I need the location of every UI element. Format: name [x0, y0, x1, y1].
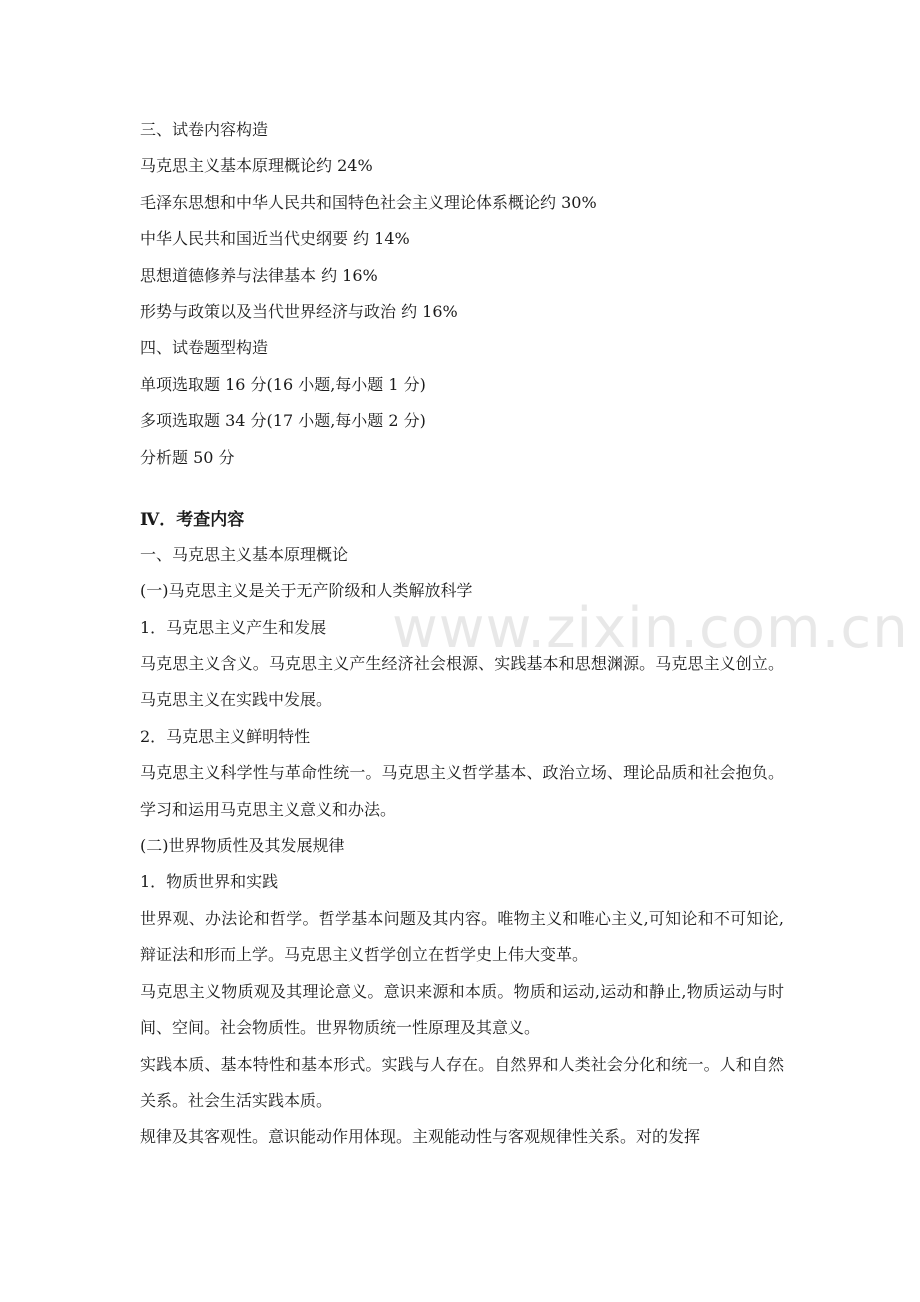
topic-3-paragraph-1: 世界观、办法论和哲学。哲学基本问题及其内容。唯物主义和唯心主义,可知论和不可知论,辩证法和形而上学。马克思主义哲学创立在哲学史上伟大变革。 [140, 908, 784, 965]
topic-2-paragraph: 马克思主义科学性与革命性统一。马克思主义哲学基本、政治立场、理论品质和社会抱负。学习和运用马克思主义意义和办法。 [140, 763, 784, 819]
subsection-1a-title: (一)马克思主义是关于无产阶级和人类解放科学 [140, 581, 473, 601]
content-item-5: 形势与政策以及当代世界经济与政治 约 16% [140, 301, 458, 321]
content-item-1: 马克思主义基本原理概论约 24% [140, 156, 373, 176]
part-4-heading: Ⅳ．考查内容 [140, 509, 245, 530]
topic-3-paragraph-3: 实践本质、基本特性和基本形式。实践与人存在。自然界和人类社会分化和统一。人和自然关系。社会生活实践本质。 [140, 1054, 784, 1110]
content-item-3: 中华人民共和国近当代史纲要 约 14% [140, 229, 410, 249]
topic-1-title: 1．马克思主义产生和发展 [140, 617, 327, 637]
content-item-2: 毛泽东思想和中华人民共和国特色社会主义理论体系概论约 30% [140, 192, 597, 212]
document-body [140, 112, 784, 1156]
section-3-title: 三、试卷内容构造 [140, 120, 269, 139]
spacer [140, 476, 784, 503]
topic-2-title: 2．马克思主义鲜明特性 [140, 726, 311, 746]
question-type-1: 单项选取题 16 分(16 小题,每小题 1 分) [140, 374, 426, 394]
content-item-4: 思想道德修养与法律基本 约 16% [140, 265, 378, 285]
topic-3-title: 1．物质世界和实践 [140, 872, 279, 892]
question-type-2: 多项选取题 34 分(17 小题,每小题 2 分) [140, 411, 426, 431]
topic-3-paragraph-2: 马克思主义物质观及其理论意义。意识来源和本质。物质和运动,运动和静止,物质运动与时间、空间。社会物质性。世界物质统一性原理及其意义。 [140, 981, 784, 1038]
subsection-1b-title: (二)世界物质性及其发展规律 [140, 836, 345, 856]
section-4-title: 四、试卷题型构造 [140, 338, 269, 358]
question-type-3: 分析题 50 分 [140, 447, 235, 467]
subsection-1-title: 一、马克思主义基本原理概论 [140, 544, 349, 564]
topic-3-paragraph-4: 规律及其客观性。意识能动作用体现。主观能动性与客观规律性关系。对的发挥 [140, 1127, 701, 1147]
topic-1-paragraph: 马克思主义含义。马克思主义产生经济社会根源、实践基本和思想渊源。马克思主义创立。马克思主义在实践中发展。 [140, 654, 784, 710]
watermark: www.zixin.com.cn [392, 596, 909, 661]
